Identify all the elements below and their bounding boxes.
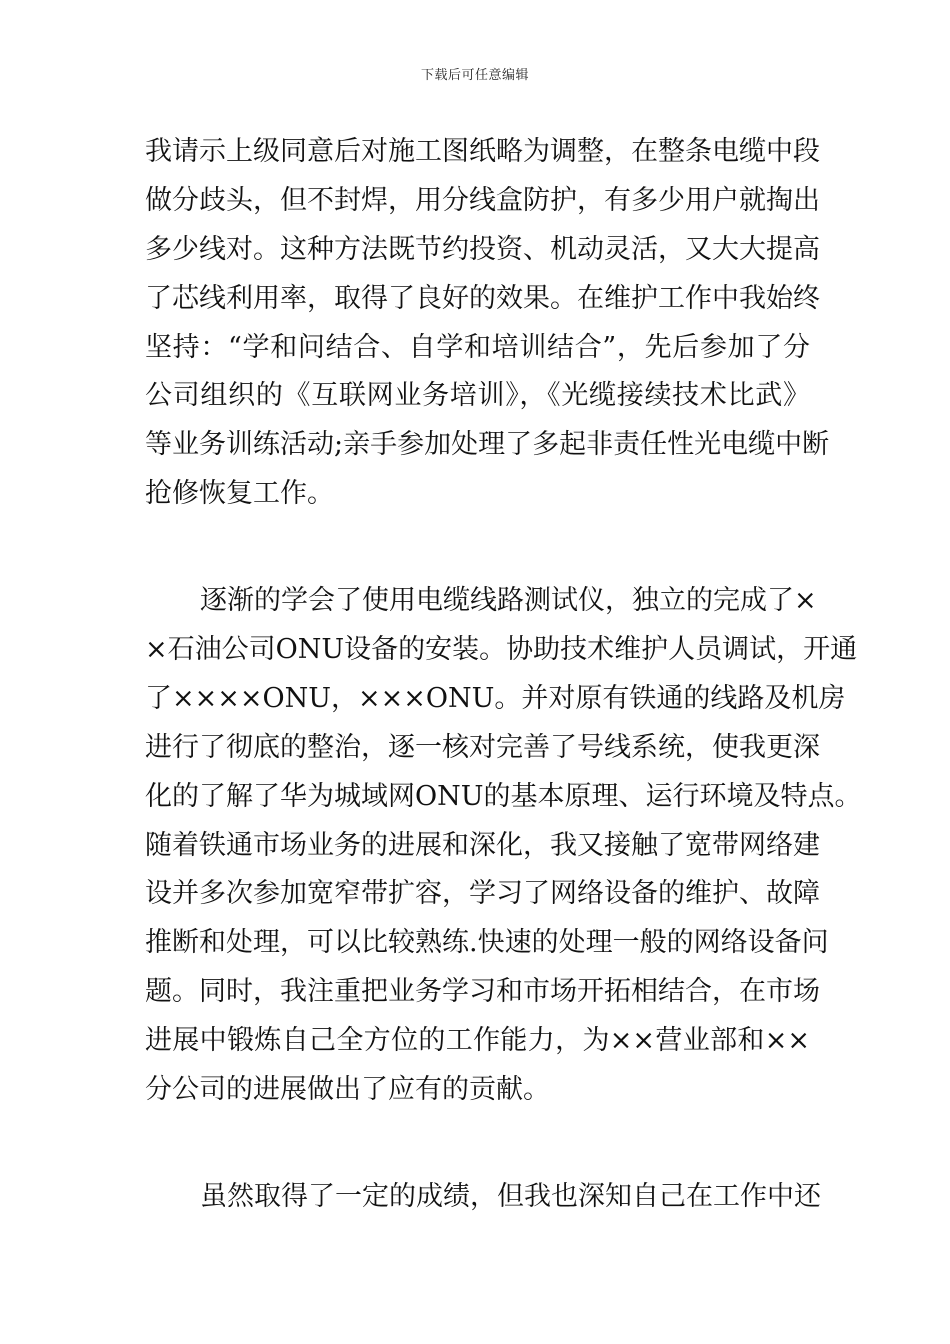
paragraph-1 bbox=[145, 128, 830, 519]
text-line: 随着铁通市场业务的进展和深化，我又接触了宽带网络建 bbox=[145, 829, 820, 861]
text-line: 分公司的进展做出了应有的贡献。 bbox=[145, 1074, 550, 1106]
text-line: 做分歧头，但不封焊，用分线盒防护，有多少用户就掏出 bbox=[145, 184, 820, 216]
text-line: 虽然取得了一定的成绩，但我也深知自己在工作中还 bbox=[200, 1180, 821, 1212]
page-header: 下载后可任意编辑 bbox=[420, 68, 529, 83]
text-line: 推断和处理，可以比较熟练.快速的处理一般的网络设备问 bbox=[145, 927, 829, 959]
text-line: 抢修恢复工作。 bbox=[145, 478, 334, 510]
text-line: 逐渐的学会了使用电缆线路测试仪，独立的完成了× bbox=[200, 585, 817, 617]
text-line: 等业务训练活动;亲手参加处理了多起非责任性光电缆中断 bbox=[145, 429, 830, 461]
text-line: 我请示上级同意后对施工图纸略为调整，在整条电缆中段 bbox=[145, 136, 820, 167]
text-line: 进行了彻底的整治，逐一核对完善了号线系统，使我更深 bbox=[145, 731, 820, 763]
paragraph-gap bbox=[145, 1115, 810, 1173]
text-line: 多少线对。这种方法既节约投资、机动灵活，又大大提高 bbox=[145, 233, 820, 265]
paragraph-2 bbox=[145, 577, 862, 1115]
text-line: 化的了解了华为城域网ONU的基本原理、运行环境及特点。 bbox=[145, 780, 862, 812]
document-body bbox=[145, 128, 862, 1222]
text-line: 题。同时，我注重把业务学习和市场开拓相结合，在市场 bbox=[145, 976, 820, 1008]
text-line: 进展中锻炼自己全方位的工作能力，为××营业部和×× bbox=[145, 1025, 810, 1057]
text-line: 坚持：“学和问结合、自学和培训结合”，先后参加了分 bbox=[145, 331, 810, 363]
paragraph-3 bbox=[145, 1173, 821, 1222]
text-line: 了芯线利用率，取得了良好的效果。在维护工作中我始终 bbox=[145, 282, 820, 314]
text-line: 了××××ONU，×××ONU。并对原有铁通的线路及机房 bbox=[145, 682, 846, 714]
text-line: ×石油公司ONU设备的安装。协助技术维护人员调试，开通 bbox=[145, 634, 858, 666]
text-line: 公司组织的《互联网业务培训》，《光缆接续技术比武》 bbox=[145, 380, 810, 412]
text-line: 设并多次参加宽窄带扩容，学习了网络设备的维护、故障 bbox=[145, 878, 820, 910]
paragraph-gap bbox=[145, 519, 810, 577]
